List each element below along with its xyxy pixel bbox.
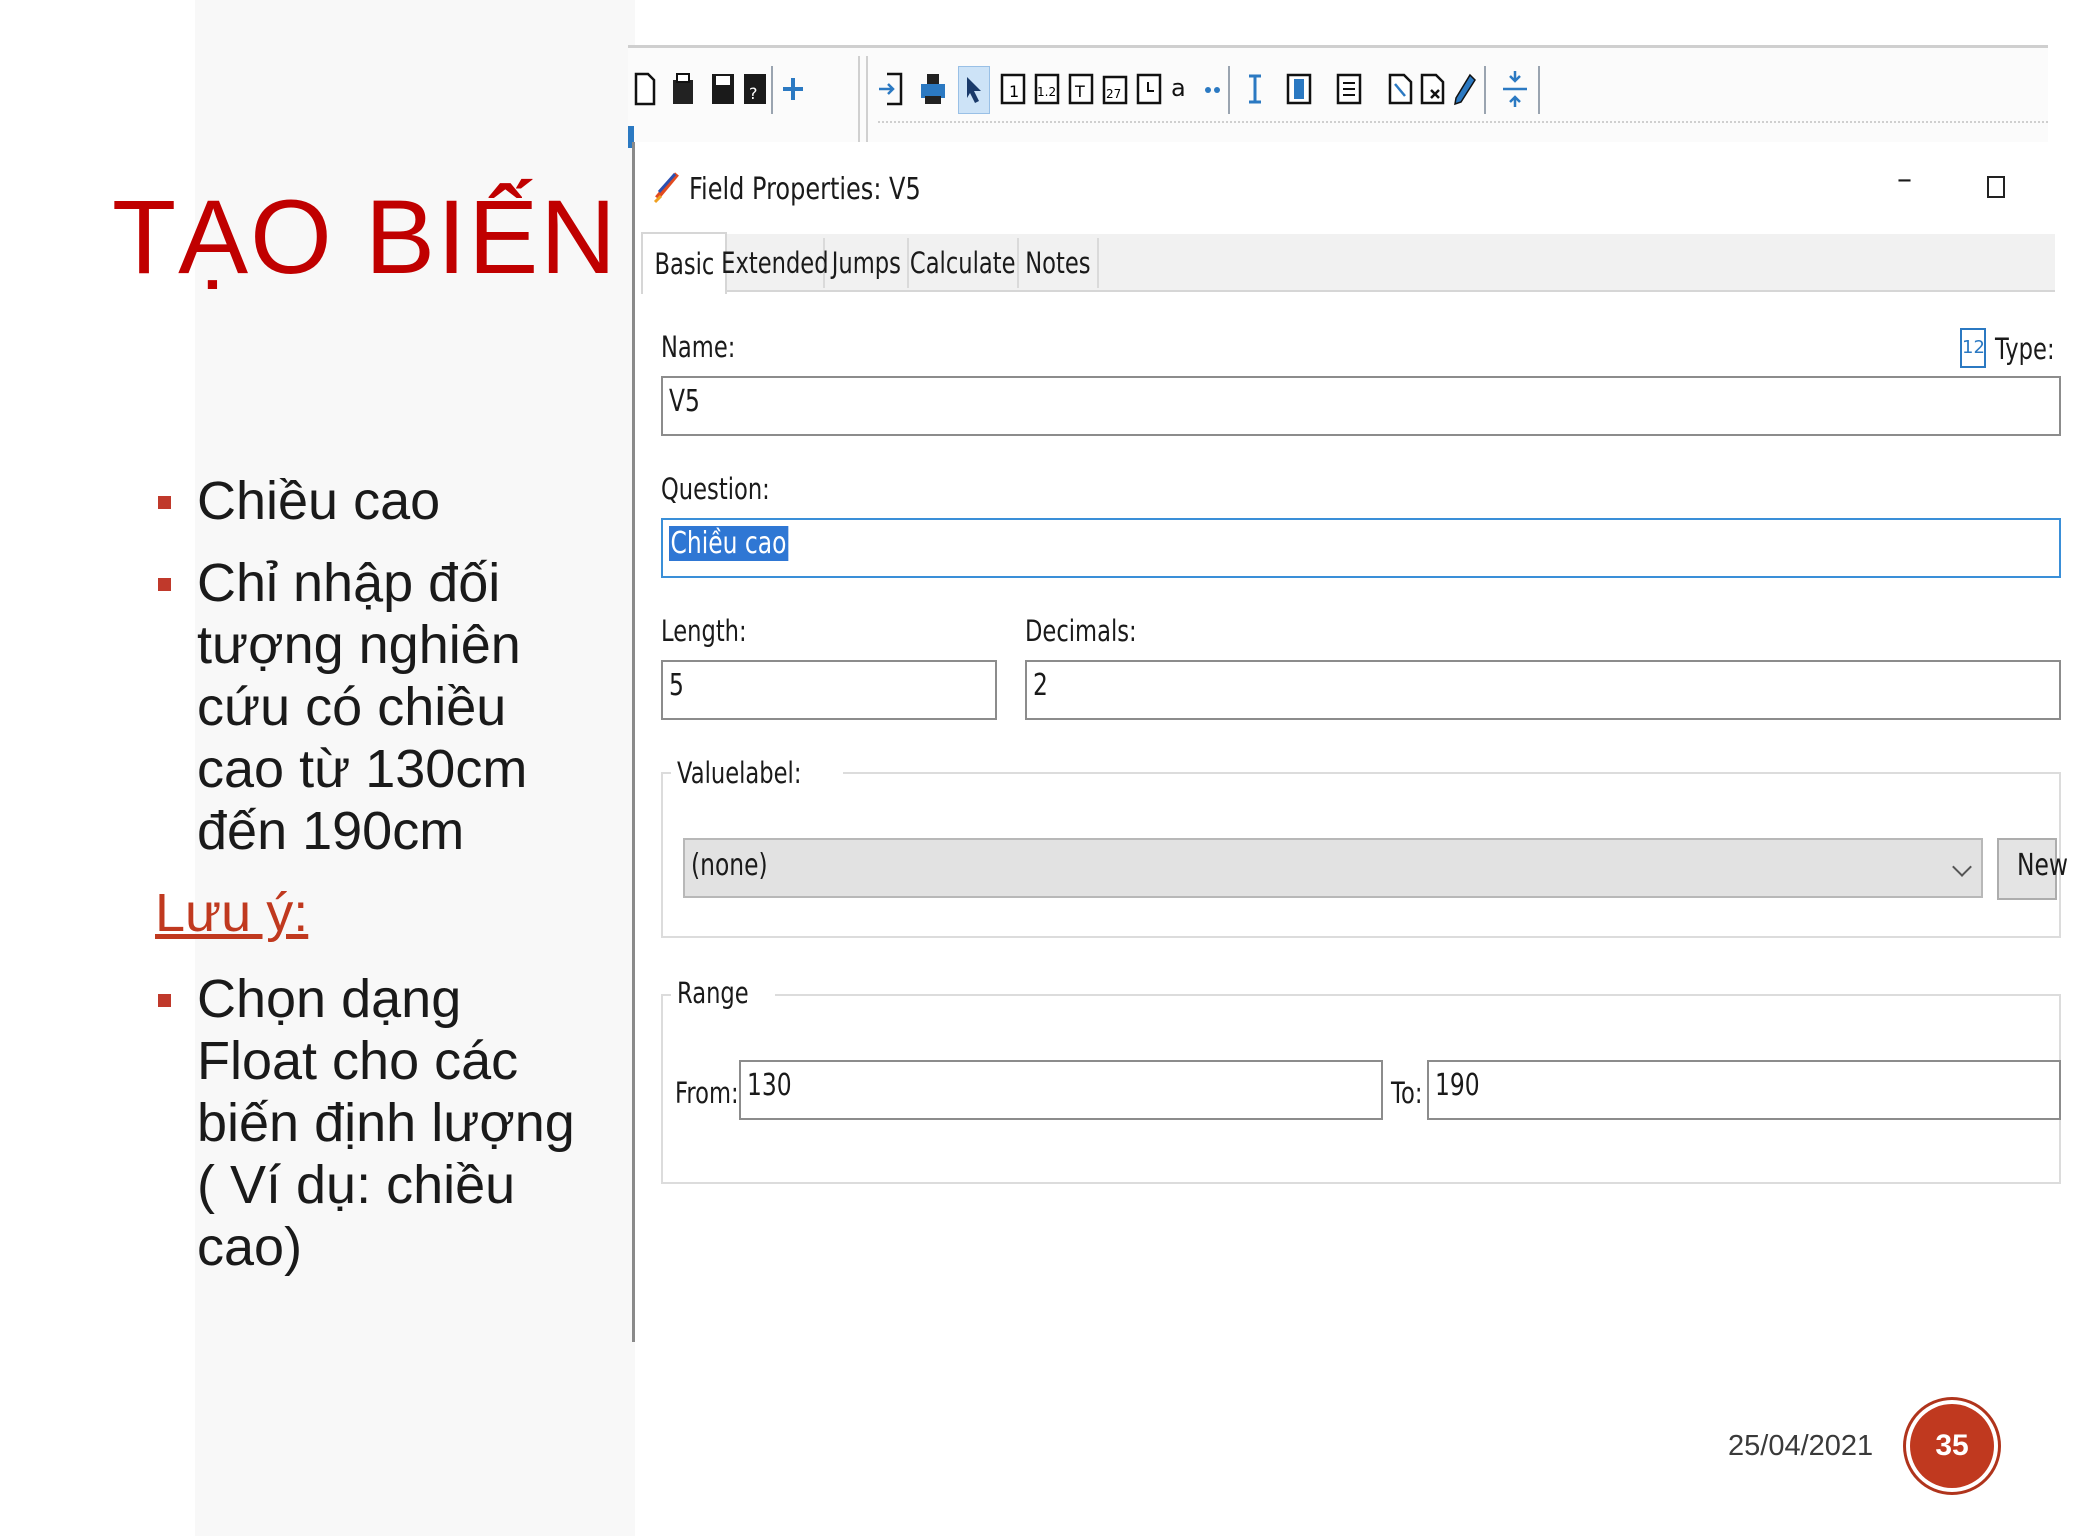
label-icon[interactable] — [1168, 66, 1198, 112]
name-field[interactable]: V5 — [661, 376, 2061, 436]
minimize-icon[interactable]: – — [1897, 162, 1912, 197]
slide-title: TẠO BIẾN — [112, 179, 619, 296]
bullet-item — [155, 552, 585, 862]
save-icon[interactable] — [708, 66, 738, 112]
ruler — [878, 121, 2048, 133]
range-to-field[interactable]: 190 — [1427, 1060, 2061, 1120]
open-file-icon[interactable] — [668, 66, 698, 112]
svg-text:a: a — [1171, 74, 1186, 102]
type-label: Type: — [1995, 332, 2055, 366]
from-label: From: — [675, 1076, 739, 1110]
float-type-icon: 12 — [1960, 328, 1986, 368]
bullet-text: Chiều cao — [197, 471, 441, 531]
time-field-icon[interactable] — [1134, 66, 1164, 112]
pencil-icon[interactable] — [1450, 66, 1480, 112]
svg-text:1: 1 — [1009, 82, 1020, 101]
bullet-item — [155, 968, 585, 1278]
range-from-field[interactable]: 130 — [739, 1060, 1383, 1120]
to-label: To: — [1391, 1076, 1423, 1110]
valuelabel-caption: Valuelabel: — [671, 756, 843, 790]
length-field[interactable]: 5 — [661, 660, 997, 720]
tab-strip — [641, 234, 2055, 292]
field-properties-dialog — [632, 142, 2069, 1342]
maximize-icon[interactable] — [1987, 176, 2005, 198]
new-file-icon[interactable] — [630, 66, 660, 112]
new-valuelabel-button[interactable]: New — [1997, 838, 2057, 900]
save-as-icon[interactable] — [740, 66, 770, 112]
bullet-marker — [158, 496, 171, 509]
bullet-list — [155, 470, 585, 1298]
tab-calculate[interactable]: Calculate — [909, 238, 1019, 288]
text-cursor-icon[interactable] — [1240, 66, 1270, 112]
svg-text:T: T — [1075, 82, 1085, 101]
view-doc-icon[interactable] — [1386, 66, 1416, 112]
toolbar-separator — [1538, 66, 1540, 114]
note-label: Lưu ý: — [155, 883, 309, 943]
toolbar-divider — [858, 56, 868, 142]
bullet-item — [155, 470, 585, 532]
app-logo-icon — [653, 168, 683, 204]
bullet-text: Chọn dạng Float cho các biến định lượng ( Ví dụ: chiều cao) — [197, 969, 575, 1277]
question-field[interactable]: Chiều cao — [661, 518, 2061, 578]
print-icon[interactable] — [918, 66, 948, 112]
bullet-text: Chỉ nhập đối tượng nghiên cứu có chiều cao từ 130cm đến 190cm — [197, 553, 528, 861]
app-toolbar — [628, 45, 2048, 143]
dialog-title: Field Properties: V5 — [689, 172, 921, 207]
bullet-marker — [158, 994, 171, 1007]
dialog-titlebar — [635, 142, 2055, 232]
decimals-label: Decimals: — [1025, 614, 1137, 648]
decimals-field[interactable]: 2 — [1025, 660, 2061, 720]
svg-text:27: 27 — [1106, 87, 1122, 101]
tab-extended[interactable]: Extended — [727, 238, 825, 288]
delete-doc-icon[interactable] — [1418, 66, 1448, 112]
integer-field-icon[interactable] — [998, 66, 1028, 112]
text-field-icon[interactable] — [1066, 66, 1096, 112]
float-field-icon[interactable] — [1032, 66, 1062, 112]
toolbar-separator — [1484, 66, 1486, 114]
more-icon[interactable] — [1198, 66, 1228, 112]
svg-text:1.2: 1.2 — [1037, 85, 1057, 99]
range-caption: Range — [671, 976, 775, 1010]
length-label: Length: — [661, 614, 747, 648]
bullet-marker — [158, 578, 171, 591]
date-field-icon[interactable] — [1100, 66, 1130, 112]
name-label: Name: — [661, 330, 736, 364]
valuelabel-select[interactable]: (none) — [683, 838, 1983, 898]
question-label: Question: — [661, 472, 770, 506]
page-number-badge: 35 — [1910, 1404, 1994, 1488]
export-icon[interactable] — [876, 66, 906, 112]
add-field-icon[interactable] — [778, 66, 808, 112]
svg-text:?: ? — [749, 84, 758, 103]
chevron-down-icon — [1952, 857, 1972, 877]
slide-date: 25/04/2021 — [1728, 1430, 1874, 1462]
align-icon[interactable] — [1334, 66, 1364, 112]
pointer-icon[interactable] — [958, 66, 990, 114]
tab-basic[interactable]: Basic — [641, 232, 727, 294]
toolbar-separator — [1228, 66, 1230, 114]
tab-notes[interactable]: Notes — [1019, 238, 1099, 288]
split-icon[interactable] — [1500, 66, 1530, 112]
tab-jumps[interactable]: Jumps — [825, 238, 909, 288]
toolbar-separator — [771, 66, 773, 114]
panel-icon[interactable] — [1284, 66, 1314, 112]
